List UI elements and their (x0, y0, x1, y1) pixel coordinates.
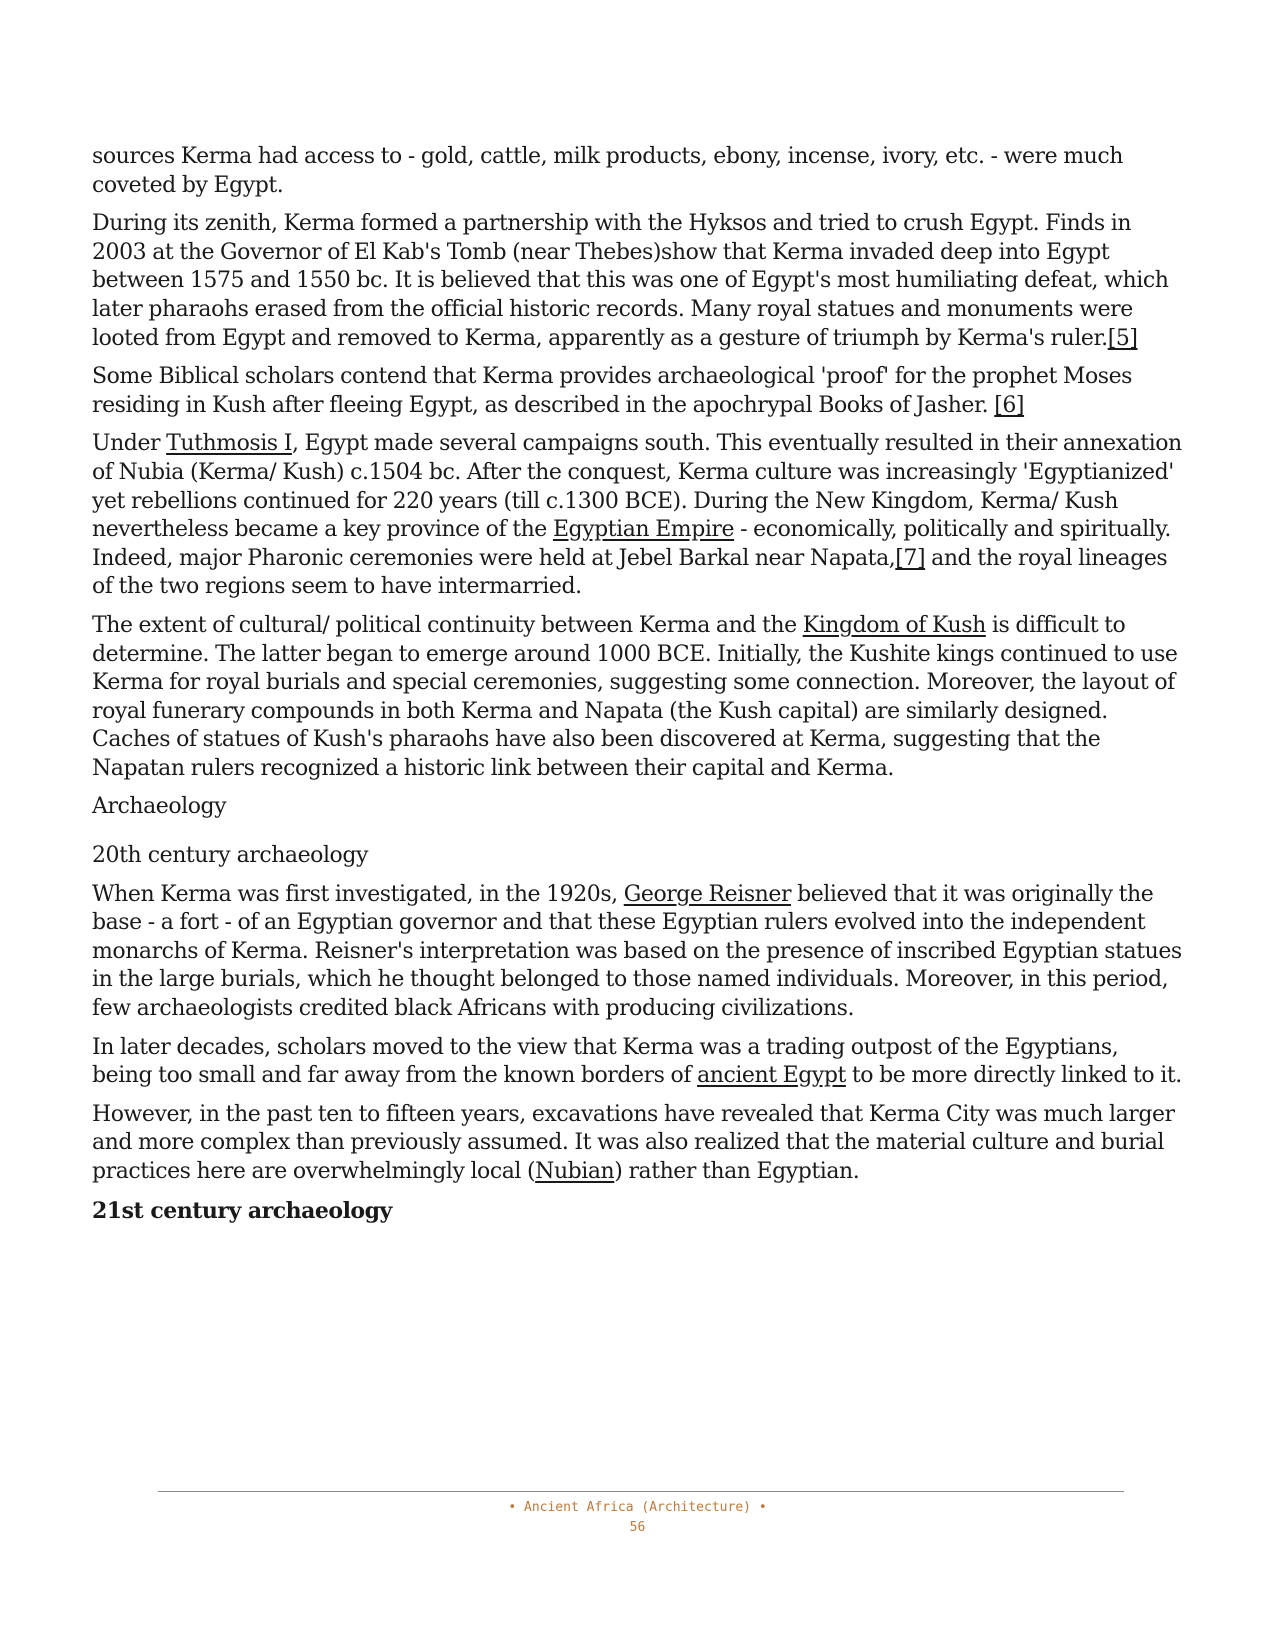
page-number: 56 (629, 1520, 646, 1535)
paragraph-group-2 (92, 881, 1182, 1187)
hyperlink[interactable]: Tuthmosis I (166, 431, 292, 457)
paragraph (92, 363, 1182, 420)
footer-bullet-left: • (508, 1500, 517, 1515)
hyperlink[interactable]: George Reisner (623, 881, 792, 907)
paragraph-text: Under (92, 431, 167, 457)
heading-21st-century-archaeology: 21st century archaeology (92, 1197, 392, 1224)
document-body (92, 143, 1182, 1225)
footer-title-text: Ancient Africa (Architecture) (524, 1500, 751, 1515)
hyperlink[interactable]: [7] (895, 545, 926, 571)
paragraph-text: During its zenith, Kerma formed a partnership with the Hyksos and tried to crush Egypt. Finds in 2003 at the Governor of El Kab's Tomb (near Thebes)show that Kerma invaded deep into Egypt between 1575 and 1550 bc. It is believed that this was one of Egypt's most humiliating defeat, which later pharaohs erased from the official historic records. Many royal statues and monuments were looted from Egypt and removed to Kerma, apparently as a gesture of triumph by Kerma's ruler. (92, 211, 1169, 351)
paragraph (92, 430, 1182, 602)
paragraph-text: is difficult to determine. The latter began to emerge around 1000 BCE. Initially, the Kushite kings continued to use Kerma for royal burials and special ceremonies, suggesting some connection. Moreover, the layout of royal funerary compounds in both Kerma and Napata (the Kush capital) are similarly designed. Caches of statues of Kush's pharaohs have also been discovered at Kerma, suggesting that the Napatan rulers recognized a historic link between their capital and Kerma. (92, 612, 1178, 781)
paragraph-text: and the royal lineages of the two regions seem to have intermarried. (92, 545, 1168, 600)
footer-bullet-right: • (758, 1500, 767, 1515)
hyperlink[interactable]: Kingdom of Kush (802, 612, 986, 638)
footer-title (0, 1498, 1275, 1518)
paragraph-text: ) rather than Egyptian. (614, 1159, 860, 1184)
heading-20th-century-archaeology: 20th century archaeology (92, 843, 368, 869)
paragraph-text: When Kerma was first investigated, in the 1920s, (92, 881, 624, 907)
paragraph-text: to be more directly linked to it. (845, 1063, 1182, 1089)
paragraph-text: sources Kerma had access to - gold, cattle, milk products, ebony, incense, ivory, etc. - were much coveted by Egypt. (92, 144, 1123, 198)
paragraph-text: , Egypt made several campaigns south. This eventually resulted in their annexation of Nubia (Kerma/ Kush) c.1504 bc. After the conquest, Kerma culture was increasingly 'Egyptianized' yet rebellions continued for 220 years (till c.1300 BCE). During the New Kingdom, Kerma/ Kush nevertheless became a key province of the (92, 431, 1182, 543)
footer-divider (158, 1491, 1124, 1492)
paragraph-text: believed that it was originally the base - a fort - of an Egyptian governor and that these Egyptian rulers evolved into the independent monarchs of Kerma. Reisner's interpretation was based on the presence of inscribed Egyptian statues in the large burials, which he thought belonged to those named individuals. Moreover, in this period, few archaeologists credited black Africans with producing civilizations. (92, 881, 1182, 1022)
hyperlink[interactable]: [5] (1107, 325, 1138, 351)
paragraph-text: However, in the past ten to fifteen years, excavations have revealed that Kerma City was much larger and more complex than previously assumed. It was also realized that the material culture and burial practices here are overwhelmingly local ( (92, 1101, 1175, 1184)
paragraph (92, 1034, 1182, 1091)
paragraph-text: Some Biblical scholars contend that Kerma provides archaeological 'proof' for the prophet Moses residing in Kush after fleeing Egypt, as described in the apochrypal Books of Jasher. (92, 364, 1133, 418)
paragraph-text: - economically, politically and spiritually. Indeed, major Pharonic ceremonies were held at Jebel Barkal near Napata, (92, 517, 1171, 571)
page-footer (0, 1498, 1275, 1538)
hyperlink[interactable]: ancient Egypt (697, 1063, 846, 1089)
paragraph (92, 1101, 1182, 1187)
paragraph (92, 881, 1182, 1024)
heading-archaeology: Archaeology (92, 794, 227, 820)
paragraph (92, 210, 1182, 353)
hyperlink[interactable]: Egyptian Empire (552, 517, 735, 543)
paragraph (92, 143, 1182, 200)
hyperlink[interactable]: Nubian (535, 1159, 615, 1184)
paragraph-text: In later decades, scholars moved to the view that Kerma was a trading outpost of the Egyptians, being too small and far away from the known borders of (92, 1034, 1119, 1089)
paragraph (92, 612, 1182, 784)
paragraph-group-1 (92, 143, 1182, 783)
hyperlink[interactable]: [6] (994, 392, 1025, 418)
paragraph-text: The extent of cultural/ political continuity between Kerma and the (92, 612, 803, 638)
